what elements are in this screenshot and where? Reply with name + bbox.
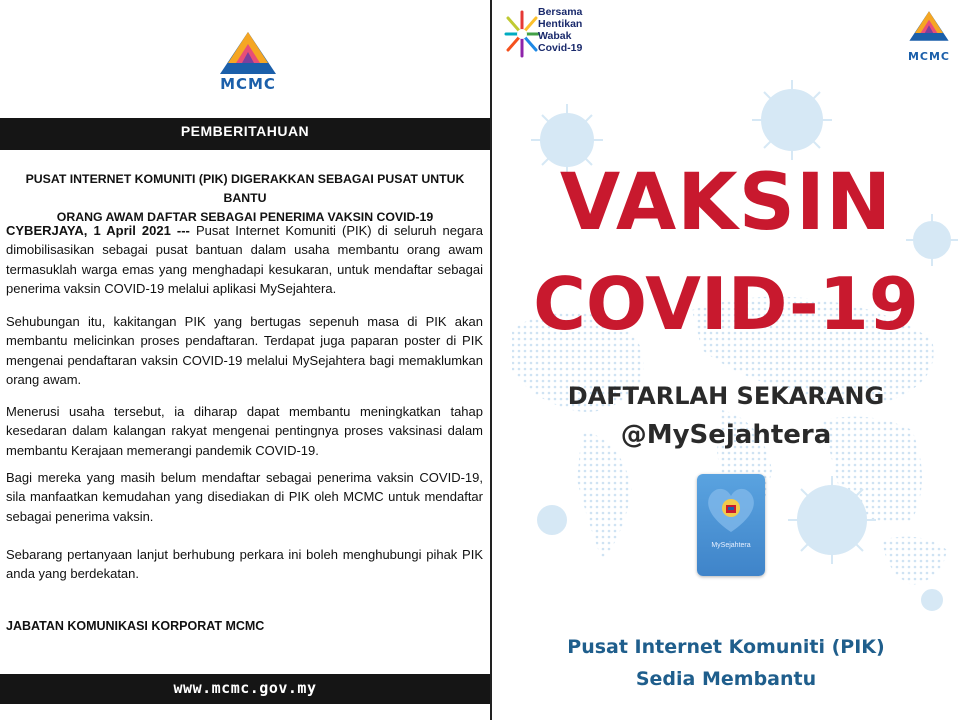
headline-line-1: PUSAT INTERNET KOMUNITI (PIK) DIGERAKKAN SEBAGAI PUSAT UNTUK BANTU [25,172,465,205]
paragraph-4: Bagi mereka yang masih belum mendaftar sebagai penerima vaksin COVID-19, sila manfaatkan kemudahan yang disediakan di PIK oleh MCMC untuk mendaftar sebagai penerima vaksin. [6,470,483,524]
poster-title-covid: COVID-19 [533,262,919,346]
poster-title-vaksin: VAKSIN [559,158,893,248]
campaign-line-3: Wabak [538,30,572,42]
notice-banner: PEMBERITAHUAN [0,118,490,150]
mysejahtera-handle: @MySejahtera [620,420,832,450]
signature: JABATAN KOMUNIKASI KORPORAT MCMC [6,619,265,633]
campaign-line-2: Hentikan [538,18,583,30]
dateline: CYBERJAYA, 1 April 2021 --- [6,223,190,238]
pik-line-2: Sedia Membantu [635,668,817,690]
mcmc-logo-text: MCMC [220,75,276,93]
paragraph-1 [6,221,483,298]
headline [6,170,484,227]
pik-line-1: Pusat Internet Komuniti (PIK) [567,636,885,658]
mcmc-logo-small [904,4,954,62]
campaign-burst-icon [504,6,540,62]
paragraph-3: Menerusi usaha tersebut, ia diharap dapat membantu meningkatkan tahap kesedaran dalam kalangan rakyat mengenai pentingnya proses vaksinasi dalam membantu Kerajaan memerangi pandemik COVID-19. [6,404,483,458]
paragraph-2: Sehubungan itu, kakitangan PIK yang bertugas sepenuh masa di PIK akan membantu melicinkan proses pendaftaran. Terdapat juga paparan poster di PIK mengenai pendaftaran vaksin COVID-19 melalui MySejahtera bagi memaklumkan orang awam. [6,314,483,387]
paragraph-1-text: Pusat Internet Komuniti (PIK) di seluruh negara dimobilisasikan sebagai pusat bantuan dalam usaha membantu orang awam termasuklah warga emas yang menghadapi kesukaran, untuk mendaftar sebagai penerima vaksin COVID-19 melalui aplikasi MySejahtera. [6,223,483,296]
mysejahtera-app-icon [697,474,765,576]
mcmc-logo [208,30,288,92]
world-map-virus-background [492,0,960,720]
campaign-line-4: Covid-19 [538,42,583,54]
website-footer[interactable]: www.mcmc.gov.my [0,674,490,704]
app-label: MySejahtera [711,542,751,549]
call-to-action: DAFTARLAH SEKARANG [567,382,885,410]
paragraph-5: Sebarang pertanyaan lanjut berhubung perkara ini boleh menghubungi pihak PIK anda yang berdekatan. [6,547,483,582]
mcmc-logo-small-text: MCMC [907,50,951,63]
campaign-text [538,6,582,54]
campaign-line-1: Bersama [538,6,583,18]
heart-crest-icon [697,474,765,542]
headline-line-2: ORANG AWAM DAFTAR SEBAGAI PENERIMA VAKSIN COVID-19 [56,210,434,224]
vaccine-poster [492,0,960,720]
